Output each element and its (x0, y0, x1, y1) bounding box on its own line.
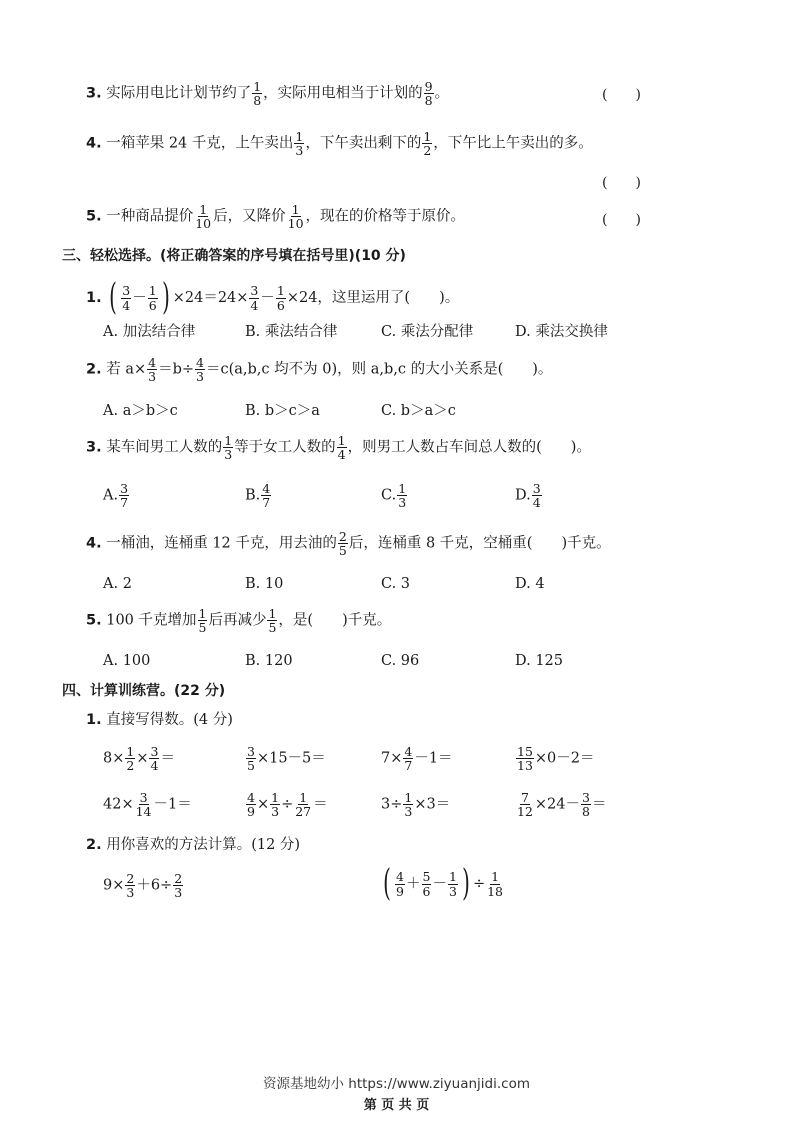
judge-q5: 5. 一种商品提价 $\frac{1}{10}$ 后，又降价 $\frac{1}{10}$ ，现在的价格等于原价。 (86, 202, 466, 232)
fraction: $\frac{3}{7}$ (120, 481, 129, 511)
fraction: $\frac{1}{2}$ (423, 129, 432, 159)
fraction: $\frac{1}{3}$ (224, 433, 233, 463)
option-b[interactable]: B. $\frac{4}{7}$ (245, 481, 271, 511)
expr-2: $\frac{3}{5}$ ×15－5＝ (247, 744, 326, 774)
fraction: $\frac{3}{4}$ (122, 283, 131, 313)
fraction: $\frac{4}{9}$ (247, 790, 255, 820)
option-b[interactable]: B. 乘法结合律 (245, 324, 338, 340)
choice-q1: 1. ( $\frac{3}{4}$ － $\frac{1}{6}$ ) ×24＝24× $\frac{3}{4}$ － $\frac{1}{6}$ ×24，这里运用了( )。 (86, 277, 460, 318)
part-2-heading: 2. 用你喜欢的方法计算。(12 分) (86, 837, 301, 853)
fraction: $\frac{4}{3}$ (148, 355, 157, 385)
answer-bracket[interactable]: ( ) (602, 87, 641, 103)
choice-q2: 2. 若 a× $\frac{4}{3}$ ＝b÷ $\frac{4}{3}$ ＝c(a,b,c 均不为 0)，则 a,b,c 的大小关系是( )。 (86, 355, 553, 385)
fraction: $\frac{3}{4}$ (150, 744, 159, 774)
expr-4: $\frac{15}{13}$ ×0－2＝ (517, 744, 595, 774)
option-a[interactable]: A. a＞b＞c (103, 403, 178, 419)
fraction: $\frac{1}{8}$ (253, 79, 262, 109)
option-c[interactable]: C. 96 (381, 653, 420, 669)
option-b[interactable]: B. 10 (245, 576, 284, 592)
expr-7: 3÷ $\frac{1}{3}$ ×3＝ (381, 790, 451, 820)
fraction: $\frac{7}{12}$ (517, 790, 533, 820)
option-d[interactable]: D. 乘法交换律 (515, 324, 608, 340)
fraction: $\frac{3}{4}$ (532, 481, 541, 511)
fraction: $\frac{3}{5}$ (247, 744, 255, 774)
choice-q5: 5. 100 千克增加 $\frac{1}{5}$ 后再减少 $\frac{1}{5}$ ，是( )千克。 (86, 606, 392, 636)
fraction: $\frac{1}{6}$ (276, 283, 285, 313)
fraction: $\frac{15}{13}$ (517, 744, 533, 774)
judge-q3: 3. 实际用电比计划节约了 $\frac{1}{8}$ ，实际用电相当于计划的 $\frac{9}{8}$ 。 (86, 79, 450, 109)
fraction: $\frac{2}{5}$ (338, 529, 347, 559)
option-c[interactable]: C. 乘法分配律 (381, 324, 474, 340)
fraction: $\frac{2}{3}$ (174, 871, 183, 901)
fraction: $\frac{1}{3}$ (295, 129, 304, 159)
option-b[interactable]: B. b＞c＞a (245, 403, 320, 419)
choice-q3: 3. 某车间男工人数的 $\frac{1}{3}$ 等于女工人数的 $\frac{1}{4}$ ，则男工人数占车间总人数的( )。 (86, 433, 591, 463)
fraction: $\frac{1}{3}$ (404, 790, 413, 820)
fraction: $\frac{1}{18}$ (487, 869, 504, 899)
fraction: $\frac{1}{3}$ (398, 481, 407, 511)
fraction: $\frac{5}{6}$ (422, 869, 431, 899)
fraction: $\frac{1}{3}$ (271, 790, 280, 820)
option-c[interactable]: C. $\frac{1}{3}$ (381, 481, 407, 511)
fraction: $\frac{1}{6}$ (148, 283, 157, 313)
answer-bracket[interactable]: ( ) (602, 212, 641, 228)
fraction: $\frac{4}{7}$ (404, 744, 413, 774)
expr-9: 9× $\frac{2}{3}$ ＋6÷ $\frac{2}{3}$ (103, 871, 183, 901)
option-a[interactable]: A. $\frac{3}{7}$ (103, 481, 129, 511)
option-c[interactable]: C. 3 (381, 576, 411, 592)
fraction: $\frac{1}{3}$ (448, 869, 457, 899)
fraction: $\frac{1}{5}$ (198, 606, 207, 636)
answer-bracket[interactable]: ( ) (602, 175, 641, 191)
option-a[interactable]: A. 2 (103, 576, 132, 592)
choice-q4: 4. 一桶油，连桶重 12 千克，用去油的 $\frac{2}{5}$ 后，连桶重 8 千克，空桶重( )千克。 (86, 529, 611, 559)
fraction: $\frac{9}{8}$ (424, 79, 433, 109)
option-a[interactable]: A. 100 (103, 653, 151, 669)
expr-10: ( $\frac{4}{9}$ ＋ $\frac{5}{6}$ － $\frac{1}{3}$ ) ÷ $\frac{1}{18}$ (383, 863, 504, 904)
fraction: $\frac{4}{7}$ (262, 481, 271, 511)
fraction: $\frac{1}{27}$ (295, 790, 312, 820)
section-4-title: 四、计算训练营。(22 分) (62, 683, 226, 699)
fraction: $\frac{3}{4}$ (250, 283, 259, 313)
fraction: $\frac{1}{10}$ (287, 202, 304, 232)
fraction: $\frac{3}{8}$ (582, 790, 590, 820)
footer-page: 第 页 共 页 (363, 1098, 430, 1113)
part-1-heading: 1. 直接写得数。(4 分) (86, 712, 233, 728)
option-d[interactable]: D. 125 (515, 653, 564, 669)
expr-5: 42× $\frac{3}{14}$ －1＝ (103, 790, 192, 820)
fraction: $\frac{4}{3}$ (196, 355, 204, 385)
fraction: $\frac{1}{4}$ (337, 433, 346, 463)
option-d[interactable]: D. 4 (515, 576, 545, 592)
expr-3: 7× $\frac{4}{7}$ －1＝ (381, 744, 453, 774)
section-3-title: 三、轻松选择。(将正确答案的序号填在括号里)(10 分) (62, 248, 406, 264)
fraction: $\frac{1}{10}$ (195, 202, 212, 232)
option-b[interactable]: B. 120 (245, 653, 293, 669)
expr-1: 8× $\frac{1}{2}$ × $\frac{3}{4}$ ＝ (103, 744, 175, 774)
expr-6: $\frac{4}{9}$ × $\frac{1}{3}$ ÷ $\frac{1}{27}$ ＝ (247, 790, 328, 820)
option-c[interactable]: C. b＞a＞c (381, 403, 456, 419)
fraction: $\frac{3}{14}$ (135, 790, 152, 820)
option-d[interactable]: D. $\frac{3}{4}$ (515, 481, 541, 511)
footer-site: 资源基地幼小 https://www.ziyuanjidi.com (262, 1076, 530, 1092)
judge-q4: 4. 一箱苹果 24 千克，上午卖出 $\frac{1}{3}$ ，下午卖出剩下的 $\frac{1}{2}$ ，下午比上午卖出的多。 (86, 129, 593, 159)
fraction: $\frac{1}{5}$ (268, 606, 277, 636)
fraction: $\frac{2}{3}$ (126, 871, 135, 901)
expr-8: $\frac{7}{12}$ ×24－ $\frac{3}{8}$ ＝ (517, 790, 607, 820)
fraction: $\frac{4}{9}$ (396, 869, 404, 899)
option-a[interactable]: A. 加法结合律 (103, 324, 196, 340)
fraction: $\frac{1}{2}$ (126, 744, 135, 774)
